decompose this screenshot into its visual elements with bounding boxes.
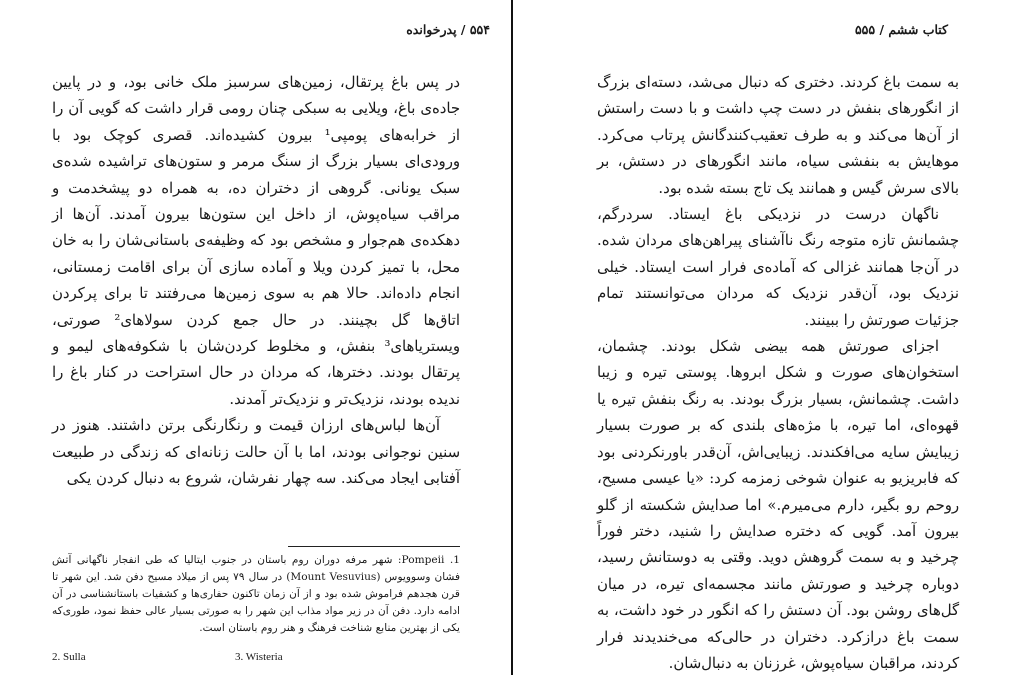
left-page-body (52, 70, 460, 493)
footnote-rule (288, 546, 460, 547)
footnote-term: 2. Sulla (52, 651, 86, 663)
page-header-right: کتاب ششم / ۵۵۵ (854, 22, 948, 37)
paragraph: آن‌ها لباس‌های ارزان قیمت و رنگارنگی برتن داشتند. هنوز در سنین نوجوانی بودند، اما با آن حالت زنانه‌ای که زندگی در طبیعت آفتابی ایجاد می‌کند. سه چهار نفرشان، شروع به دنبال کردن یکی (52, 417, 460, 488)
right-page-body (597, 70, 959, 675)
footnotes (52, 552, 460, 637)
right-page (513, 0, 1024, 675)
paragraph: در پس باغ پرتقال، زمین‌های سرسبز ملک خانی بود، و در پایین جاده‌ی باغ، ویلایی به سبکی چنان رومی قرار داشت که گویی آن را از خرابه‌های پومپی¹ بیرون کشیده‌اند. قصری کوچک بود با ورودی‌ای بسیار بزرگ از سنگ مرمر و ستون‌های تراشیده شده‌ی سبک یونانی. گروهی از دختران ده، به همراه دو پیشخدمت و مراقب سیاه‌پوش، از داخل این ستون‌ها بیرون آمدند. آن‌ها از دهکده‌ی هم‌جوار و مشخص بود که وظیفه‌ی باستانی‌شان را به خان محل، با تمیز کردن ویلا و آماده سازی آن برای اقامت زمستانی، انجام داده‌اند. حالا هم به سوی زمین‌ها می‌رفتند تا برای پرکردن اتاق‌ها گل بچینند. در حال جمع کردن سولاهای² صورتی، ویستریاهای³ بنفش، و مخلوط کردن‌شان با شکوفه‌های لیمو و پرتقال بودند. دخترها، که مردان در حال استراحت در کنار باغ را ندیده بودند، نزدیک‌تر و نزدیک‌تر آمدند. (52, 74, 460, 408)
footnote: 1. Pompeii: شهر مرفه دوران روم باستان در جنوب ایتالیا که طی انفجار ناگهانی آتش فشان وسوویوس (Mount Vesuvius) در سال ۷۹ پس از میلاد مسیح دفن شد. این شهر تا قرن هجدهم فراموش شده بود و از آن زمان تاکنون حفاری‌ها و کشفیات باستانشناسی در آن ادامه دارد. دفن آن در زیر مواد مذاب این شهر را به صورتی بسیار عالی حفظ نمود، طوری‌که یکی از بهترین منابع شناخت فرهنگ و هنر روم باستان است. (52, 554, 461, 634)
paragraph: اجزای صورتش همه بیضی شکل بودند. چشمان، استخوان‌های صورت و شکل ابروها. پوستی تیره و زیبا داشت. چشمانش، بسیار بزرگ بودند. به رنگ بنفش تیره یا قهوه‌ای، اما تیره، با مژه‌های بلندی که بر صورت بسیار زیبایش سایه می‌افکندند. زیبایی‌اش، آن‌قدر باورنکردنی بود که فابریزیو به عنوان شوخی زمزمه کرد: «یا عیسی مسیح، روحم رو بگیر، دارم می‌میرم.» اما صدایش شکسته از گلو بیرون آمد. گویی که دختره صدایش را شنید، دختر فوراً چرخید و به سمت گروهش دوید. وقتی به دوستانش رسید، دوباره چرخید و صورتش مانند مجسمه‌ای تیره، در میان گل‌های روشن بود. آن دستش را که انگور در خود داشت، به سمت باغ درازکرد. دختران در حالی‌که می‌خندیدند فرار کردند، مراقبان سیاه‌پوش، غرزنان به دنبال‌شان. (597, 338, 959, 672)
paragraph: ناگهان درست در نزدیکی باغ ایستاد. سردرگم، چشمانش تازه متوجه رنگ ناآشنای پیراهن‌های مردان شده. در آن‌جا همانند غزالی که آماده‌ی فرار است ایستاد. خیلی نزدیک بود، آن‌قدر نزدیک که مردان می‌توانستند تمام جزئیات صورتش را ببینند. (597, 206, 959, 329)
page-header-left: ۵۵۴ / پدرخوانده (406, 22, 490, 37)
paragraph: به سمت باغ کردند. دختری که دنبال می‌شد، دسته‌ای بزرگ از انگورهای بنفش در دست چپ داشت و با دست راستش از آن‌ها می‌کند و به طرف تعقیب‌کنندگانش پرتاب می‌کرد. موهایش به بنفشی سیاه، مانند انگورهای در دستش، بر بالای سرش گیس و همانند یک تاج بسته شده بود. (597, 74, 959, 197)
footnote-term: 3. Wisteria (235, 651, 283, 663)
